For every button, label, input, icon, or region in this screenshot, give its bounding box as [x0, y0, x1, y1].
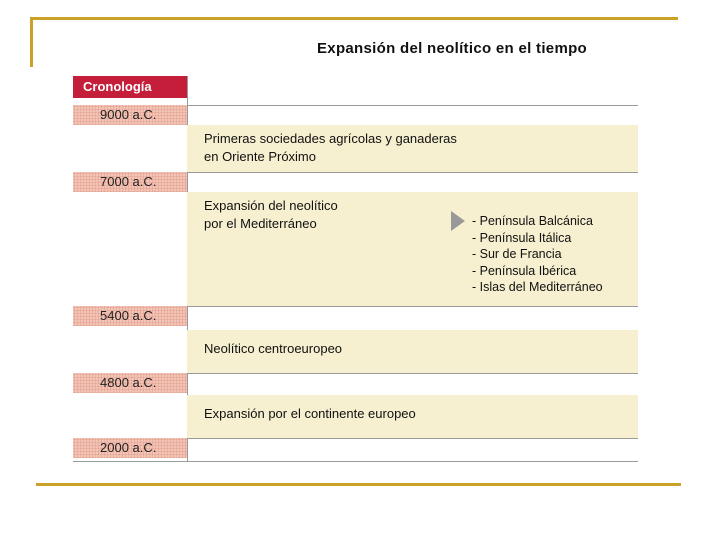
frame-top-rule: [30, 17, 678, 20]
frame-left-rule: [30, 17, 33, 67]
row-rule: [73, 461, 638, 462]
date-label-7000: 7000 a.C.: [73, 172, 187, 192]
event-text: Expansión por el continente europeo: [204, 406, 416, 421]
date-label-2000: 2000 a.C.: [73, 438, 187, 458]
regions-list: [472, 213, 603, 296]
region-item: - Sur de Francia: [472, 247, 562, 261]
chronology-header: Cronología: [73, 76, 187, 98]
frame-bottom-rule: [36, 483, 681, 486]
region-item: - Península Itálica: [472, 230, 572, 245]
event-text: Expansión del neolítico: [204, 198, 338, 213]
event-text: Neolítico centroeuropeo: [204, 341, 343, 356]
date-label-9000: 9000 a.C.: [73, 105, 187, 125]
date-label-4800: 4800 a.C.: [73, 373, 187, 393]
event-band-continente: [187, 395, 638, 438]
page-title: Expansión del neolítico en el tiempo: [317, 40, 588, 57]
event-text: en Oriente Próximo: [204, 149, 316, 164]
event-band-centroeuropeo: [187, 330, 638, 373]
event-band-oriente: [187, 125, 638, 172]
region-item: - Islas del Mediterráneo: [472, 280, 603, 294]
region-item: - Península Ibérica: [472, 263, 577, 278]
event-text: Primeras sociedades agrícolas y ganaderas: [204, 131, 457, 146]
region-item: - Península Balcánica: [472, 214, 593, 228]
event-text: por el Mediterráneo: [204, 216, 317, 231]
triangle-right-icon: [451, 211, 465, 231]
date-label-5400: 5400 a.C.: [73, 306, 187, 326]
